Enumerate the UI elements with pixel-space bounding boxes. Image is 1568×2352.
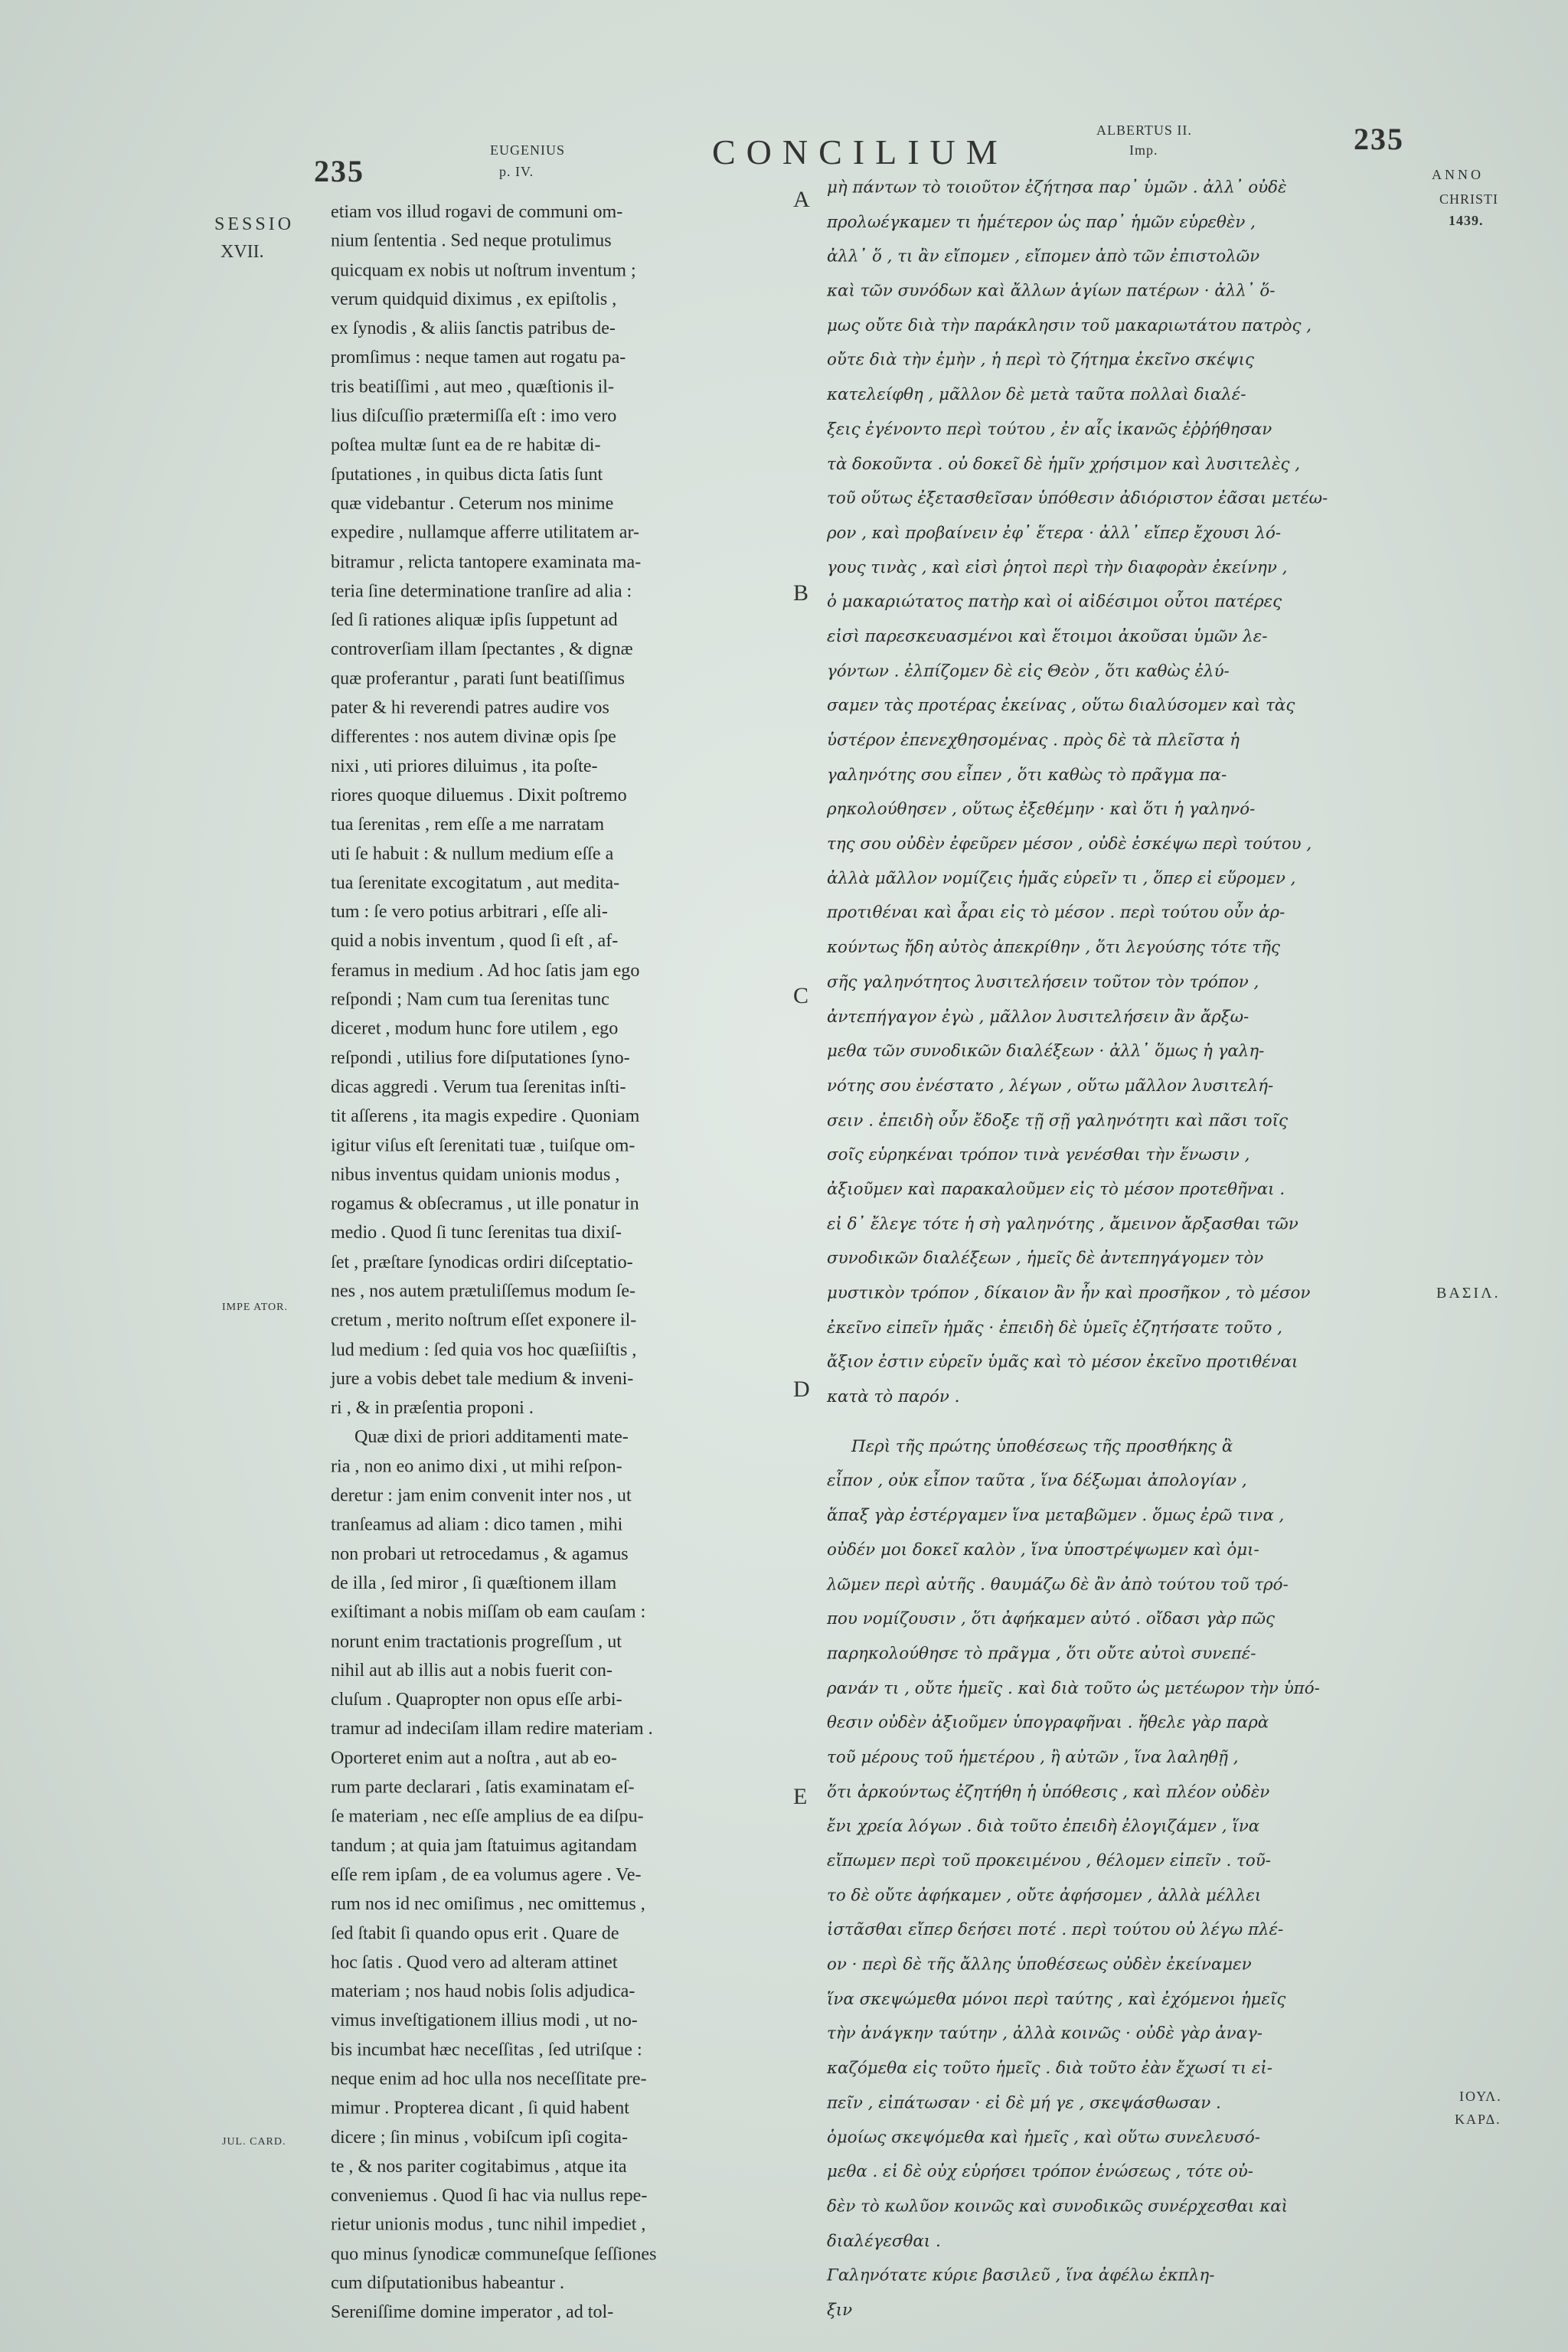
greek-text-line: ὁ μακαριώτατος πατὴρ καὶ οἱ αἰδέσιμοι οὗτοι πατέρες (827, 592, 1282, 612)
greek-text-line: τὰ δοκοῦντα . οὐ δοκεῖ δὲ ἡμῖν χρήσιμον καὶ λυσιτελὲς , (827, 453, 1301, 473)
header-emperor-sub: Imp. (1129, 142, 1158, 158)
latin-text-line: ex ſynodis , & aliis ſanctis patribus de- (331, 318, 616, 339)
latin-text-line: lius diſcuſſio prætermiſſa eſt : imo vero (331, 405, 617, 426)
latin-text-line: tramur ad indeciſam illam redire materiam . (331, 1718, 653, 1740)
greek-text-line: που νομίζουσιν , ὅτι ἀφήκαμεν αὐτό . οἴδασι γὰρ πῶς (827, 1609, 1275, 1628)
margin-sessio: SESSIO (214, 214, 295, 234)
greek-text-line: ἅπαξ γὰρ ἐστέργαμεν ἵνα μεταβῶμεν . ὅμως ἐρῶ τινα , (827, 1505, 1285, 1525)
latin-text-line: tum : ſe vero potius arbitrari , eſſe ali- (331, 901, 608, 923)
latin-text-line: ſed ſi rationes aliquæ ipſis ſuppetunt ad (331, 609, 618, 631)
greek-text-line: δὲν τὸ κωλῦον κοινῶς καὶ συνοδικῶς συνέρχεσθαι καὶ (827, 2196, 1289, 2216)
page-number-right: 235 (1354, 122, 1404, 156)
latin-text-line: quo minus ſynodicæ communeſque ſeſſiones (331, 2243, 657, 2265)
greek-text-line: μως οὔτε διὰ τὴν παράκλησιν τοῦ μακαριωτάτου πατρὸς , (827, 315, 1312, 335)
greek-text-line: γαληνότης σου εἶπεν , ὅτι καθὼς τὸ πρᾶγμα πα- (827, 765, 1227, 784)
latin-text-line: rum nos id nec omiſimus , nec omittemus , (331, 1893, 645, 1914)
greek-text-line: ἐκεῖνο εἰπεῖν ἡμᾶς · ἐπειδὴ δὲ ὑμεῖς ἐζητήσατε τοῦτο , (827, 1318, 1282, 1338)
latin-text-line: nixi , uti priores diluimus , ita poſte- (331, 756, 598, 776)
latin-text-line: nibus inventus quidam unionis modus , (331, 1164, 620, 1185)
section-letter-d: D (793, 1377, 810, 1402)
latin-text-line: diceret , modum hunc fore utilem , ego (331, 1018, 619, 1039)
greek-text-line: ἵνα σκεψώμεθα μόνοι περὶ ταύτης , καὶ ἐχόμενοι ἡμεῖς (827, 1989, 1286, 2009)
latin-text-line: materiam ; nos haud nobis ſolis adjudica- (331, 1981, 635, 2002)
section-letter-c: C (793, 983, 809, 1008)
greek-text-line: σαμεν τὰς προτέρας ἐκείνας , οὕτω διαλύσομεν καὶ τὰς (827, 695, 1295, 715)
latin-text-line: nihil aut ab illis aut a nobis fuerit con- (331, 1660, 612, 1681)
latin-text-line: neque enim ad hoc ulla nos neceſſitate pre- (331, 2068, 647, 2089)
latin-text-line: hoc ſatis . Quod vero ad alteram attinet (331, 1952, 618, 1973)
greek-text-line: γους τινὰς , καὶ εἰσὶ ῥητοὶ περὶ τὴν διαφορὰν ἐκείνην , (827, 557, 1288, 577)
latin-text-line: deretur : jam enim convenit inter nos , ut (331, 1485, 632, 1506)
greek-text-line: ἀλλ᾽ ὅ , τι ἂν εἴπομεν , εἴπομεν ἀπὸ τῶν ἐπιστολῶν (827, 247, 1260, 266)
greek-text-line: κατὰ τὸ παρόν . (827, 1387, 960, 1406)
greek-text-line: εἶπον , οὐκ εἶπον ταῦτα , ἵνα δέξωμαι ἀπολογίαν , (827, 1471, 1247, 1491)
latin-text-line: tranſeamus ad aliam : dico tamen , mihi (331, 1514, 623, 1535)
greek-text-line: ἄξιον ἐστιν εὑρεῖν ὑμᾶς καὶ τὸ μέσον ἐκεῖνο προτιθέναι (827, 1352, 1298, 1372)
latin-text-line: ſet , præſtare ſynodicas ordiri diſceptatio- (331, 1251, 633, 1272)
latin-text-line: verum quidquid diximus , ex epiſtolis , (331, 289, 617, 310)
greek-text-line: μὴ πάντων τὸ τοιοῦτον ἐζήτησα παρ᾽ ὑμῶν . ἀλλ᾽ οὐδὲ (827, 177, 1287, 197)
latin-text-line: riores quoque diluemus . Dixit poſtremo (331, 785, 627, 805)
latin-text-line: cluſum . Quapropter non opus eſſe arbi- (331, 1689, 622, 1710)
latin-text-line: etiam vos illud rogavi de communi om- (331, 201, 623, 222)
latin-text-line: norunt enim tractationis progreſſum , ut (331, 1631, 622, 1652)
greek-text-line: ρον , καὶ προβαίνειν ἐφ᾽ ἕτερα · ἀλλ᾽ εἴπερ ἔχουσι λό- (827, 523, 1282, 543)
latin-text-line: reſpondi ; Nam cum tua ſerenitas tunc (331, 989, 609, 1010)
greek-text-line: προλωέγκαμεν τι ἡμέτερον ὡς παρ᾽ ἡμῶν εὑρεθὲν , (827, 211, 1256, 231)
latin-text-line: ria , non eo animo dixi , ut mihi reſpon- (331, 1455, 622, 1477)
header-pope-sub: p. IV. (499, 164, 534, 179)
margin-anno: ANNO (1432, 167, 1484, 182)
greek-text-line: διαλέγεσθαι . (827, 2231, 941, 2250)
latin-text-line: tris beatiſſimi , aut meo , quæſtionis il- (331, 376, 614, 397)
greek-text-line: το δὲ οὔτε ἀφήκαμεν , οὔτε ἀφήσομεν , ἀλλὰ μέλλει (827, 1885, 1262, 1905)
latin-text-line: teria ſine determinatione tranſire ad alia : (331, 580, 632, 602)
greek-text-line: καζόμεθα εἰς τοῦτο ἡμεῖς . διὰ τοῦτο ἐὰν ἔχωσί τι εἰ- (827, 2058, 1272, 2078)
latin-text-line: bis incumbat hæc neceſſitas , ſed utriſque : (331, 2039, 642, 2060)
latin-column (331, 198, 726, 2328)
greek-text-line: οὐδέν μοι δοκεῖ καλὸν , ἵνα ὑποστρέψωμεν καὶ ὁμι- (827, 1540, 1259, 1560)
section-letter-e: E (793, 1784, 808, 1809)
greek-text-line: προτιθέναι καὶ ἆραι εἰς τὸ μέσον . περὶ τούτου οὖν ἀρ- (827, 903, 1285, 923)
greek-text-line: γόντων . ἐλπίζομεν δὲ εἰς Θεὸν , ὅτι καθὼς ἐλύ- (827, 661, 1230, 681)
margin-christi: CHRISTI (1439, 191, 1499, 207)
greek-text-line: ρανάν τι , οὔτε ἡμεῖς . καὶ διὰ τοῦτο ὡς μετέωρον τὴν ὑπό- (827, 1677, 1320, 1697)
greek-text-line: εἰσὶ παρεσκευασμένοι καὶ ἕτοιμοι ἀκοῦσαι ὑμῶν λε- (827, 626, 1268, 646)
latin-text-line: quæ videbantur . Ceterum nos minime (331, 493, 614, 514)
latin-text-line: cum diſputationibus habeantur . (331, 2272, 565, 2294)
latin-text-line: pater & hi reverendi patres audire vos (331, 697, 609, 718)
greek-text-line: κατελείφθη , μᾶλλον δὲ μετὰ ταῦτα πολλαὶ διαλέ- (827, 384, 1246, 404)
latin-text-line: ri , & in præſentia proponi . (331, 1397, 534, 1419)
margin-card: JUL. CARD. (222, 2136, 286, 2148)
greek-text-line: ξεις ἐγένοντο περὶ τούτου , ἐν αἷς ἱκανῶς ἐῤῥήθησαν (827, 419, 1272, 439)
latin-text-line: rogamus & obſecramus , ut ille ponatur in (331, 1193, 639, 1214)
greek-text-line: καὶ τῶν συνόδων καὶ ἄλλων ἁγίων πατέρων · ἀλλ᾽ ὅ- (827, 281, 1276, 301)
greek-text-line: της σου οὐδὲν ἐφεῦρεν μέσον , οὐδὲ ἐσκέψω περὶ τούτου , (827, 834, 1312, 854)
greek-text-line: ρηκολούθησεν , οὕτως ἐξεθέμην · καὶ ὅτι ἡ γαληνό- (827, 799, 1256, 819)
margin-session-number: XVII. (220, 242, 264, 262)
latin-text-line: dicere ; ſin minus , vobiſcum ipſi cogita- (331, 2127, 628, 2148)
latin-text-line: rietur unionis modus , tunc nihil impediet , (331, 2214, 646, 2236)
latin-text-line: dicas aggredi . Verum tua ſerenitas inſti- (331, 1076, 626, 1098)
greek-text-line: κούντως ἤδη αὐτὸς ἀπεκρίθην , ὅτι λεγούσης τότε τῆς (827, 937, 1280, 957)
latin-text-line: nes , nos autem prætuliſſemus modum ſe- (331, 1281, 636, 1302)
page-title: CONCILIUM (712, 132, 1008, 172)
greek-text-line: σῆς γαληνότητος λυσιτελήσειν τοῦτον τὸν τρόπον , (827, 972, 1259, 991)
greek-text-line: λῶμεν περὶ αὐτῆς . θαυμάζω δὲ ἂν ἀπὸ τούτου τοῦ τρό- (827, 1574, 1289, 1594)
latin-text-line: tua ſerenitate excogitatum , aut medita- (331, 872, 620, 893)
greek-text-line: παρηκολούθησε τὸ πρᾶγμα , ὅτι οὔτε αὐτοὶ συνεπέ- (827, 1643, 1256, 1663)
greek-text-line: εἴπωμεν περὶ τοῦ προκειμένου , θέλομεν εἰπεῖν . τοῦ- (827, 1851, 1271, 1870)
greek-text-line: νότης σου ἐνέστατο , λέγων , οὕτω μᾶλλον λυσιτελή- (827, 1076, 1274, 1096)
latin-text-line: nium ſententia . Sed neque protulimus (331, 230, 612, 251)
latin-text-line: ſe materiam , nec eſſe amplius de ea diſpu- (331, 1805, 644, 1827)
greek-text-line: Γαληνότατε κύριε βασιλεῦ , ἵνα ἀφέλω ἐκπλη- (827, 2265, 1215, 2285)
greek-text-line: μεθα . εἰ δὲ οὐχ εὑρήσει τρόπον ἑνώσεως , τότε οὐ- (827, 2161, 1253, 2181)
greek-text-line: συνοδικῶν διαλέξεων , ἡμεῖς δὲ ἀντεπηγάγομεν τὸν (827, 1248, 1264, 1268)
latin-text-line: expedire , nullamque afferre utilitatem ar- (331, 522, 640, 543)
latin-text-line: tua ſerenitas , rem eſſe a me narratam (331, 814, 605, 835)
latin-text-line: uti ſe habuit : & nullum medium eſſe a (331, 843, 614, 864)
latin-text-line: Quæ dixi de priori additamenti mate- (354, 1426, 629, 1448)
latin-text-line: ſputationes , in quibus dicta ſatis ſunt (331, 464, 603, 485)
greek-text-line: ἀξιοῦμεν καὶ παρακαλοῦμεν εἰς τὸ μέσον προτεθῆναι . (827, 1179, 1285, 1199)
latin-text-line: jure a vobis debet tale medium & inveni- (331, 1368, 634, 1390)
latin-text-line: lud medium : ſed quia vos hoc quæſiiſtis , (331, 1339, 637, 1360)
margin-ioan: ΙΟΥΛ. (1459, 2089, 1502, 2104)
greek-text-line: Περὶ τῆς πρώτης ὑποθέσεως τῆς προσθήκης ἃ (851, 1436, 1233, 1456)
latin-text-line: ſed ſtabit ſi quando opus erit . Quare de (331, 1922, 619, 1944)
latin-text-line: igitur viſus eſt ſerenitati tuæ , tuiſque om- (331, 1135, 635, 1156)
greek-text-line: ἀντεπήγαγον ἐγὼ , μᾶλλον λυσιτελήσειν ἂν ἄρξω- (827, 1006, 1250, 1026)
latin-text-line: bitramur , relicta tantopere examinata ma- (331, 551, 642, 573)
latin-text-line: tit aſſerens , ita magis expedire . Quoniam (331, 1106, 640, 1127)
latin-text-line: quicquam ex nobis ut noſtrum inventum ; (331, 260, 636, 281)
section-letter-b: B (793, 580, 809, 606)
page-number-left: 235 (314, 154, 364, 188)
margin-year: 1439. (1449, 213, 1484, 228)
greek-text-line: ἀλλὰ μᾶλλον νομίζεις ἡμᾶς εὑρεῖν τι , ὅπερ εἰ εὕρομεν , (827, 868, 1296, 888)
latin-text-line: te , & nos pariter cogitabimus , atque ita (331, 2156, 627, 2177)
greek-column (827, 170, 1365, 2328)
margin-imperator: IMPE ATOR. (222, 1302, 288, 1313)
header-emperor: ALBERTUS II. (1096, 122, 1192, 138)
section-letter-a: A (793, 187, 810, 212)
latin-text-line: poſtea multæ ſunt ea de re habitæ di- (331, 435, 601, 456)
latin-text-line: Sereniſſime domine imperator , ad tol- (331, 2301, 614, 2323)
latin-text-line: non probari ut retrocedamus , & agamus (331, 1544, 629, 1564)
latin-text-line: de illa , ſed miror , ſi quæſtionem illam (331, 1573, 617, 1593)
latin-text-line: tandum ; at quia jam ſtatuimus agitandam (331, 1835, 638, 1856)
greek-text-line: ον · περὶ δὲ τῆς ἄλλης ὑποθέσεως οὐδὲν ἐκείναμεν (827, 1955, 1252, 1974)
latin-text-line: reſpondi , utilius fore diſputationes ſyno- (331, 1047, 630, 1068)
greek-text-line: ἔνι χρεία λόγων . διὰ τοῦτο ἐπειδὴ ἐλογιζάμεν , ἵνα (827, 1816, 1260, 1836)
greek-text-line: θεσιν οὐδὲν ἀξιοῦμεν ὑπογραφῆναι . ἤθελε γὰρ παρὰ (827, 1713, 1269, 1733)
latin-text-line: differentes : nos autem divinæ opis ſpe (331, 727, 616, 747)
latin-text-line: Oporteret enim aut a noſtra , aut ab eo- (331, 1747, 617, 1769)
latin-text-line: quid a nobis inventum , quod ſi eſt , af- (331, 930, 619, 952)
latin-text-line: rum parte declarari , ſatis examinatam eſ- (331, 1776, 635, 1798)
greek-text-line: πεῖν , εἰπάτωσαν · εἰ δὲ μή γε , σκεψάσθωσαν . (827, 2092, 1221, 2112)
margin-kard: ΚΑΡΔ. (1455, 2112, 1501, 2127)
latin-text-line: feramus in medium . Ad hoc ſatis jam ego (331, 959, 640, 981)
latin-text-line: quæ proferantur , parati ſunt beatiſſimus (331, 668, 625, 689)
latin-text-line: exiſtimant a nobis miſſam ob eam cauſam : (331, 1602, 646, 1622)
greek-text-line: τοῦ μέρους τοῦ ἡμετέρου , ἢ αὐτῶν , ἵνα λαληθῇ , (827, 1747, 1239, 1767)
paragraph-gap (827, 1414, 1365, 1429)
latin-text-line: eſſe rem ipſam , de ea volumus agere . Ve- (331, 1864, 642, 1885)
latin-text-line: controverſiam illam ſpectantes , & dignæ (331, 639, 633, 660)
latin-text-line: cretum , merito noſtrum eſſet exponere il- (331, 1310, 637, 1331)
greek-text-line: οὔτε διὰ τὴν ἐμὴν , ἡ περὶ τὸ ζήτημα ἐκεῖνο σκέψις (827, 350, 1254, 370)
latin-text-line: medio . Quod ſi tunc ſerenitas tua dixiſ- (331, 1222, 622, 1243)
greek-text-line: εἰ δ᾽ ἔλεγε τότε ἡ σὴ γαληνότης , ἄμεινον ἄρξασθαι τῶν (827, 1214, 1298, 1233)
greek-text-line: ὁμοίως σκεψόμεθα καὶ ἡμεῖς , καὶ οὕτω συνελευσό- (827, 2127, 1261, 2147)
latin-text-line: conveniemus . Quod ſi hac via nullus repe- (331, 2185, 648, 2207)
greek-text-line: μεθα τῶν συνοδικῶν διαλέξεων · ἀλλ᾽ ὅμως ἡ γαλη- (827, 1041, 1265, 1060)
header-pope: EUGENIUS (490, 142, 565, 158)
latin-text-line: vimus inveſtigationem illius modi , ut no- (331, 2010, 638, 2031)
greek-text-line: ξιν (827, 2300, 853, 2320)
greek-text-line: μυστικὸν τρόπον , δίκαιον ἂν ἦν καὶ προσῆκον , τὸ μέσον (827, 1282, 1311, 1302)
latin-text-line: mimur . Propterea dicant , ſi quid habent (331, 2098, 629, 2118)
greek-text-line: τὴν ἀνάγκην ταύτην , ἀλλὰ κοινῶς · οὐδὲ γὰρ ἀναγ- (827, 2024, 1263, 2043)
greek-text-line: ὅτι ἀρκούντως ἐζητήθη ἡ ὑπόθεσις , καὶ πλέον οὐδὲν (827, 1782, 1270, 1802)
greek-text-line: τοῦ οὕτως ἐξετασθεῖσαν ὑπόθεσιν ἀδιόριστον ἐᾶσαι μετέω- (827, 488, 1328, 508)
greek-text-line: σειν . ἐπειδὴ οὖν ἔδοξε τῇ σῇ γαληνότητι καὶ πᾶσι τοῖς (827, 1110, 1288, 1130)
latin-text-line: promſimus : neque tamen aut rogatu pa- (331, 347, 626, 368)
greek-text-line: σοῖς εὑρηκέναι τρόπον τινὰ γενέσθαι τὴν ἕνωσιν , (827, 1145, 1250, 1165)
greek-text-line: ὑστέρον ἐπενεχθησομένας . πρὸς δὲ τὰ πλεῖστα ἡ (827, 730, 1240, 750)
greek-text-line: ἱστᾶσθαι εἴπερ δεήσει ποτέ . περὶ τούτου οὐ λέγω πλέ- (827, 1919, 1284, 1939)
margin-basil: ΒΑΣΙΛ. (1436, 1285, 1501, 1302)
